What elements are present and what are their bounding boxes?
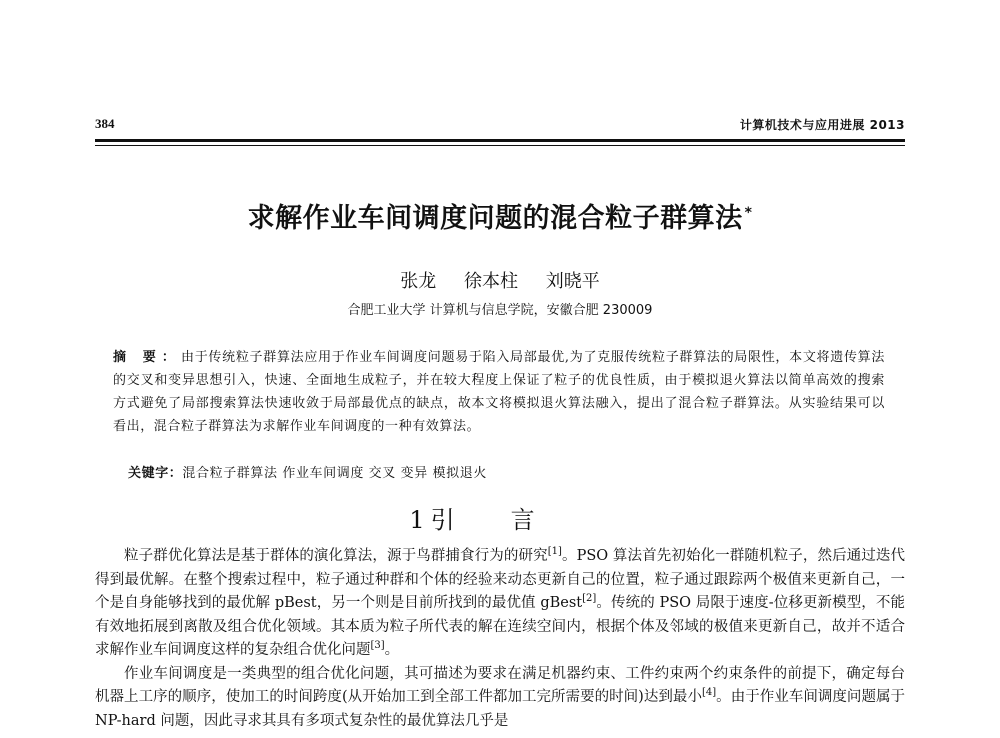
header-rule-thin bbox=[95, 145, 905, 146]
citation-2: [2] bbox=[582, 593, 597, 605]
citation-4: [4] bbox=[701, 687, 717, 699]
paragraph-1-part-a: 粒子群优化算法是基于群体的演化算法，源于鸟群捕食行为的研究 bbox=[124, 548, 548, 564]
page-number: 384 bbox=[95, 116, 115, 131]
paragraph-1-part-c: 。传统的 PSO 局限于速度-位移更新模型，不能有效地拓展到离散及组合优化领域。其本质为粒子所代表的解在连续空间内，根据个体及邻域的极值来更新自己，故并不适合求解作业车间调度这样的复杂组合优化问题 bbox=[95, 595, 905, 658]
body-text bbox=[95, 545, 905, 733]
citation-1: [1] bbox=[547, 546, 562, 558]
title-footnote-marker: * bbox=[744, 205, 753, 221]
journal-name: 计算机技术与应用进展 2013 bbox=[739, 118, 905, 132]
citation-3: [3] bbox=[370, 640, 385, 652]
abstract-label: 摘 要： bbox=[113, 350, 181, 365]
paragraph-1-part-d: 。 bbox=[384, 642, 400, 658]
keywords-label: 关键字： bbox=[128, 466, 183, 481]
header-rule-thick bbox=[95, 139, 905, 142]
section-title: 引言 bbox=[430, 506, 591, 534]
running-header bbox=[95, 116, 905, 136]
authors: 张龙 徐本柱 刘晓平 bbox=[400, 271, 600, 292]
section-heading bbox=[0, 500, 1000, 535]
abstract bbox=[113, 346, 885, 438]
keywords-text: 混合粒子群算法 作业车间调度 交叉 变异 模拟退火 bbox=[182, 466, 487, 481]
paper-title-text: 求解作业车间调度问题的混合粒子群算法 bbox=[247, 203, 743, 234]
paper-title bbox=[0, 196, 1000, 235]
section-number: 1 bbox=[409, 506, 425, 534]
paragraph-2-part-b: 。由于作业车间调度问题属于 NP-hard 问题，因此寻求其具有多项式复杂性的最优算法几乎是 bbox=[95, 689, 906, 729]
paragraph-1-part-b: 。PSO 算法首先初始化一群随机粒子，然后通过迭代得到最优解。在整个搜索过程中，粒子通过种群和个体的经验来动态更新自己的位置，粒子通过跟踪两个极值来更新自己，一个是自身能够找到的最优解 pBest，另一个则是目前所找到的最优值 gBest bbox=[95, 548, 906, 611]
affiliation: 合肥工业大学 计算机与信息学院，安徽合肥 230009 bbox=[347, 303, 653, 318]
abstract-text: 由于传统粒子群算法应用于作业车间调度问题易于陷入局部最优,为了克服传统粒子群算法的局限性，本文将遗传算法的交叉和变异思想引入，快速、全面地生成粒子，并在较大程度上保证了粒子的优良性质，由于模拟退火算法以简单高效的搜索方式避免了局部搜索算法快速收敛于局部最优点的缺点，故本文将模拟退火算法融入，提出了混合粒子群算法。从实验结果可以看出，混合粒子群算法为求解作业车间调度的一种有效算法。 bbox=[113, 350, 885, 434]
paragraph-2-part-a: 作业车间调度是一类典型的组合优化问题，其可描述为要求在满足机器约束、工件约束两个约束条件的前提下，确定每台机器上工序的顺序，使加工的时间跨度(从开始加工到全部工件都加工完所需要的时间)达到最小 bbox=[95, 665, 905, 705]
paragraph-1 bbox=[95, 545, 905, 663]
keywords bbox=[128, 462, 888, 481]
paragraph-2 bbox=[95, 663, 905, 734]
